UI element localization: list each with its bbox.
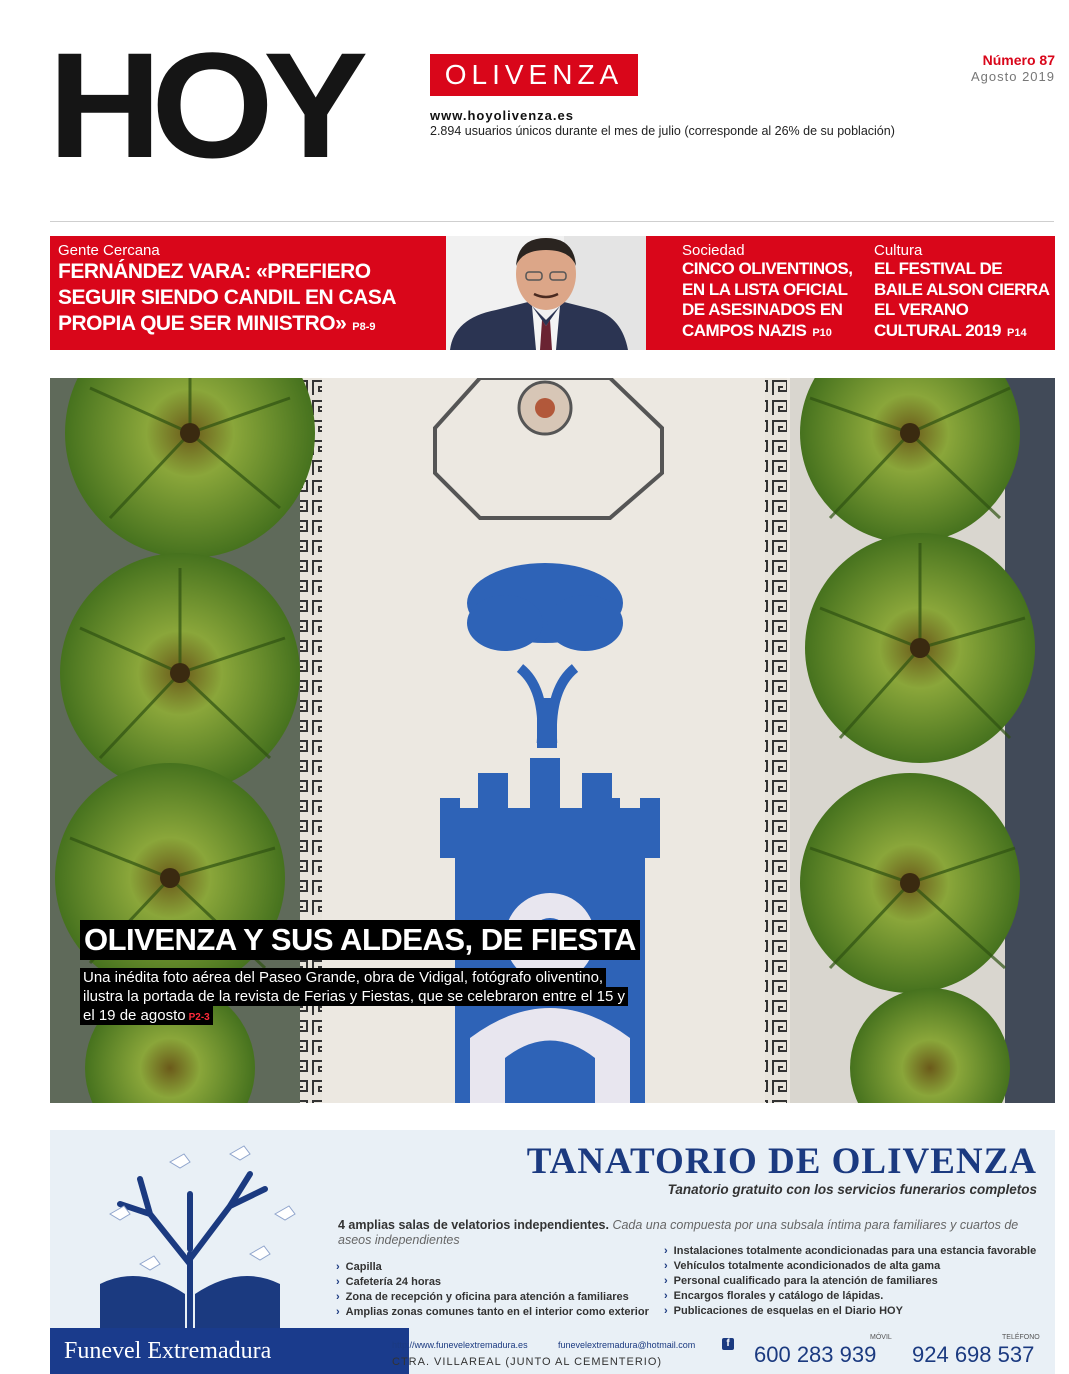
- teaser-section: Cultura: [874, 242, 923, 259]
- facebook-icon[interactable]: f: [722, 1338, 734, 1350]
- hero-description: Una inédita foto aérea del Paseo Grande, obra de Vidigal, fotógrafo oliventino, ilustra la portada de la revista de Ferias y Fiestas, que se celebraron entre el 15 y el 19 de agosto P2-3: [80, 968, 640, 1027]
- ad-email-link[interactable]: funevelextremadura@hotmail.com: [558, 1340, 696, 1350]
- audience-stats: 2.894 usuarios únicos durante el mes de julio (corresponde al 26% de su población): [430, 124, 895, 138]
- ad-intro: 4 amplias salas de velatorios independientes. Cada una compuesta por una subsala íntima para familiares y cuartos de aseos independientes: [338, 1218, 1019, 1247]
- ad-service-item: › Personal cualificado para la atención de familiares: [664, 1274, 1036, 1289]
- hero-page: P2-3: [188, 1012, 210, 1023]
- phone-label: TELÉFONO: [1002, 1334, 1040, 1341]
- mobile-label: MÓVIL: [870, 1334, 892, 1341]
- ad-services-right: [664, 1244, 1036, 1319]
- teaser-headline: EL FESTIVAL DE BAILE ALSON CIERRA EL VERANO CULTURAL 2019 P14: [874, 259, 1049, 340]
- ad-service-item: › Cafetería 24 horas: [336, 1275, 649, 1290]
- issue-info: [971, 52, 1055, 84]
- ad-brand-bar: Funevel Extremadura: [50, 1328, 409, 1374]
- ad-service-item: › Capilla: [336, 1260, 649, 1275]
- hero-headline[interactable]: OLIVENZA Y SUS ALDEAS, DE FIESTA: [80, 920, 640, 960]
- teaser-gente-cercana[interactable]: [58, 242, 428, 340]
- teaser-headline: FERNÁNDEZ VARA: «PREFIERO SEGUIR SIENDO CANDIL EN CASA PROPIA QUE SER MINISTRO» P8-9: [58, 260, 396, 335]
- teaser-cultura[interactable]: [874, 242, 1049, 343]
- ad-service-item: › Encargos florales y catálogo de lápidas.: [664, 1289, 1036, 1304]
- teaser-page: P10: [812, 326, 832, 339]
- issue-number: Número 87: [982, 52, 1055, 68]
- ad-service-item: › Publicaciones de esquelas en el Diario HOY: [664, 1304, 1036, 1319]
- teaser-sociedad[interactable]: [682, 242, 862, 343]
- tree-hands-doves-logo: [80, 1144, 320, 1334]
- ad-phone-number[interactable]: 924 698 537: [912, 1342, 1035, 1367]
- teaser-page: P8-9: [352, 321, 376, 333]
- edition-badge: OLIVENZA: [430, 54, 638, 96]
- ad-services-left: [336, 1260, 649, 1320]
- ad-service-item: › Vehículos totalmente acondicionados de alta gama: [664, 1259, 1036, 1274]
- teaser-portrait-photo: [446, 236, 646, 350]
- ad-title: TANATORIO DE OLIVENZA: [526, 1141, 1037, 1182]
- hoy-logo: HOY: [48, 21, 358, 189]
- ad-subtitle: Tanatorio gratuito con los servicios funerarios completos: [667, 1182, 1037, 1197]
- tanatorio-advertisement[interactable]: [50, 1130, 1055, 1374]
- website-link[interactable]: www.hoyolivenza.es: [430, 108, 574, 123]
- teaser-section: Sociedad: [682, 242, 745, 259]
- masthead-divider: [50, 221, 1054, 222]
- teaser-section: Gente Cercana: [58, 242, 160, 259]
- ad-service-item: › Zona de recepción y oficina para atención a familiares: [336, 1290, 649, 1305]
- ad-service-item: › Instalaciones totalmente acondicionadas para una estancia favorable: [664, 1244, 1036, 1259]
- issue-date: Agosto 2019: [970, 69, 1055, 84]
- teaser-page: P14: [1007, 326, 1027, 339]
- ad-website-link[interactable]: http://www.funevelextremadura.es: [392, 1340, 528, 1350]
- teaser-headline: CINCO OLIVENTINOS, EN LA LISTA OFICIAL DE ASESINADOS EN CAMPOS NAZIS P10: [682, 259, 853, 340]
- ad-address: CTRA. VILLAREAL (JUNTO AL CEMENTERIO): [392, 1356, 663, 1368]
- ad-service-item: › Amplias zonas comunes tanto en el interior como exterior: [336, 1305, 649, 1320]
- ad-mobile-number[interactable]: 600 283 939: [754, 1342, 877, 1367]
